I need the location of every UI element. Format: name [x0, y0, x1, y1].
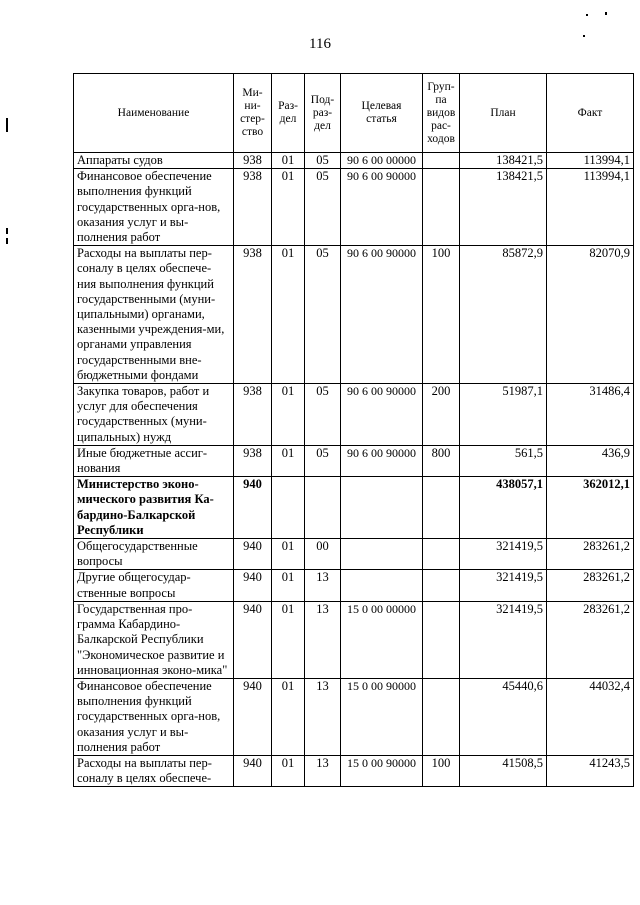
cell-name: Другие общегосудар-ственные вопросы	[74, 570, 234, 601]
cell-fact: 436,9	[547, 445, 634, 476]
cell-fact: 41243,5	[547, 755, 634, 786]
scan-mark	[586, 14, 588, 16]
cell-group	[423, 169, 460, 246]
cell-section: 01	[272, 570, 305, 601]
cell-plan: 321419,5	[460, 539, 547, 570]
table-row	[74, 445, 634, 476]
cell-name: Аппараты судов	[74, 153, 234, 169]
cell-group: 800	[423, 445, 460, 476]
cell-name: Расходы на выплаты пер-соналу в целях обеспече-	[74, 755, 234, 786]
cell-section: 01	[272, 445, 305, 476]
header-subsection: Под- раз- дел	[305, 74, 341, 153]
cell-ministry: 938	[234, 445, 272, 476]
cell-plan: 85872,9	[460, 246, 547, 384]
cell-plan: 41508,5	[460, 755, 547, 786]
cell-name: Иные бюджетные ассиг-нования	[74, 445, 234, 476]
table-row	[74, 539, 634, 570]
cell-group: 200	[423, 384, 460, 446]
cell-ministry: 938	[234, 246, 272, 384]
cell-target: 90 6 00 90000	[341, 384, 423, 446]
cell-ministry: 940	[234, 539, 272, 570]
cell-target: 90 6 00 90000	[341, 445, 423, 476]
table-row	[74, 570, 634, 601]
table-row	[74, 755, 634, 786]
cell-subsection: 00	[305, 539, 341, 570]
cell-ministry: 940	[234, 678, 272, 755]
cell-plan: 438057,1	[460, 477, 547, 539]
cell-subsection: 13	[305, 570, 341, 601]
cell-fact: 283261,2	[547, 570, 634, 601]
cell-target	[341, 539, 423, 570]
cell-plan: 45440,6	[460, 678, 547, 755]
cell-target: 15 0 00 90000	[341, 755, 423, 786]
cell-ministry: 940	[234, 477, 272, 539]
cell-subsection: 05	[305, 169, 341, 246]
cell-section: 01	[272, 755, 305, 786]
header-ministry: Ми- ни- стер- ство	[234, 74, 272, 153]
cell-fact: 283261,2	[547, 539, 634, 570]
cell-group: 100	[423, 755, 460, 786]
cell-fact: 44032,4	[547, 678, 634, 755]
scan-mark	[583, 35, 585, 37]
table-row	[74, 384, 634, 446]
cell-section: 01	[272, 169, 305, 246]
cell-subsection: 13	[305, 755, 341, 786]
cell-ministry: 940	[234, 755, 272, 786]
cell-name: Общегосударственные вопросы	[74, 539, 234, 570]
cell-plan: 51987,1	[460, 384, 547, 446]
cell-plan: 561,5	[460, 445, 547, 476]
cell-fact: 283261,2	[547, 601, 634, 678]
cell-subsection: 05	[305, 153, 341, 169]
cell-target: 90 6 00 00000	[341, 153, 423, 169]
cell-ministry: 940	[234, 570, 272, 601]
cell-subsection	[305, 477, 341, 539]
header-name: Наименование	[74, 74, 234, 153]
header-target: Целевая статья	[341, 74, 423, 153]
cell-plan: 321419,5	[460, 601, 547, 678]
cell-subsection: 13	[305, 678, 341, 755]
table-row	[74, 678, 634, 755]
header-group: Груп- па видов рас- ходов	[423, 74, 460, 153]
header-fact: Факт	[547, 74, 634, 153]
cell-section: 01	[272, 153, 305, 169]
cell-target: 90 6 00 90000	[341, 246, 423, 384]
page-number: 116	[309, 36, 331, 52]
cell-ministry: 938	[234, 169, 272, 246]
cell-plan: 321419,5	[460, 570, 547, 601]
cell-fact: 113994,1	[547, 169, 634, 246]
cell-group	[423, 477, 460, 539]
cell-group	[423, 570, 460, 601]
cell-name: Закупка товаров, работ и услуг для обеспечения государственных (муни-ципальных) нужд	[74, 384, 234, 446]
cell-fact: 362012,1	[547, 477, 634, 539]
cell-group	[423, 678, 460, 755]
cell-target: 15 0 00 90000	[341, 678, 423, 755]
cell-subsection: 05	[305, 384, 341, 446]
cell-plan: 138421,5	[460, 169, 547, 246]
header-section: Раз- дел	[272, 74, 305, 153]
cell-target: 15 0 00 00000	[341, 601, 423, 678]
table-row	[74, 477, 634, 539]
cell-name: Финансовое обеспечение выполнения функций государственных орга-нов, оказания услуг и вы-полнения работ	[74, 678, 234, 755]
cell-section: 01	[272, 384, 305, 446]
cell-plan: 138421,5	[460, 153, 547, 169]
table-row	[74, 246, 634, 384]
cell-section: 01	[272, 678, 305, 755]
scan-mark	[605, 12, 607, 15]
cell-fact: 82070,9	[547, 246, 634, 384]
cell-name: Расходы на выплаты пер-соналу в целях обеспече-ния выполнения функций государственными (муни-ципальными) органами, казенными учреждения-ми, органами управления государственными вне-бюджетными фондами	[74, 246, 234, 384]
cell-fact: 31486,4	[547, 384, 634, 446]
cell-section	[272, 477, 305, 539]
scan-mark	[6, 118, 8, 132]
scan-mark	[6, 228, 8, 234]
cell-name: Финансовое обеспечение выполнения функций государственных орга-нов, оказания услуг и вы-полнения работ	[74, 169, 234, 246]
cell-ministry: 938	[234, 153, 272, 169]
cell-subsection: 05	[305, 445, 341, 476]
cell-group	[423, 153, 460, 169]
cell-group: 100	[423, 246, 460, 384]
cell-subsection: 05	[305, 246, 341, 384]
cell-target: 90 6 00 90000	[341, 169, 423, 246]
cell-group	[423, 539, 460, 570]
cell-ministry: 938	[234, 384, 272, 446]
cell-fact: 113994,1	[547, 153, 634, 169]
cell-name: Министерство эконо-мического развития Ка-бардино-Балкарской Республики	[74, 477, 234, 539]
cell-target	[341, 477, 423, 539]
cell-ministry: 940	[234, 601, 272, 678]
header-plan: План	[460, 74, 547, 153]
budget-table	[73, 73, 634, 787]
cell-name: Государственная про-грамма Кабардино-Балкарской Республики "Экономическое развитие и инновационная эконо-мика"	[74, 601, 234, 678]
cell-section: 01	[272, 601, 305, 678]
scan-mark	[6, 238, 8, 244]
cell-target	[341, 570, 423, 601]
cell-subsection: 13	[305, 601, 341, 678]
cell-section: 01	[272, 539, 305, 570]
table-row	[74, 153, 634, 169]
table-row	[74, 169, 634, 246]
cell-group	[423, 601, 460, 678]
cell-section: 01	[272, 246, 305, 384]
header-row	[74, 74, 634, 153]
table-row	[74, 601, 634, 678]
